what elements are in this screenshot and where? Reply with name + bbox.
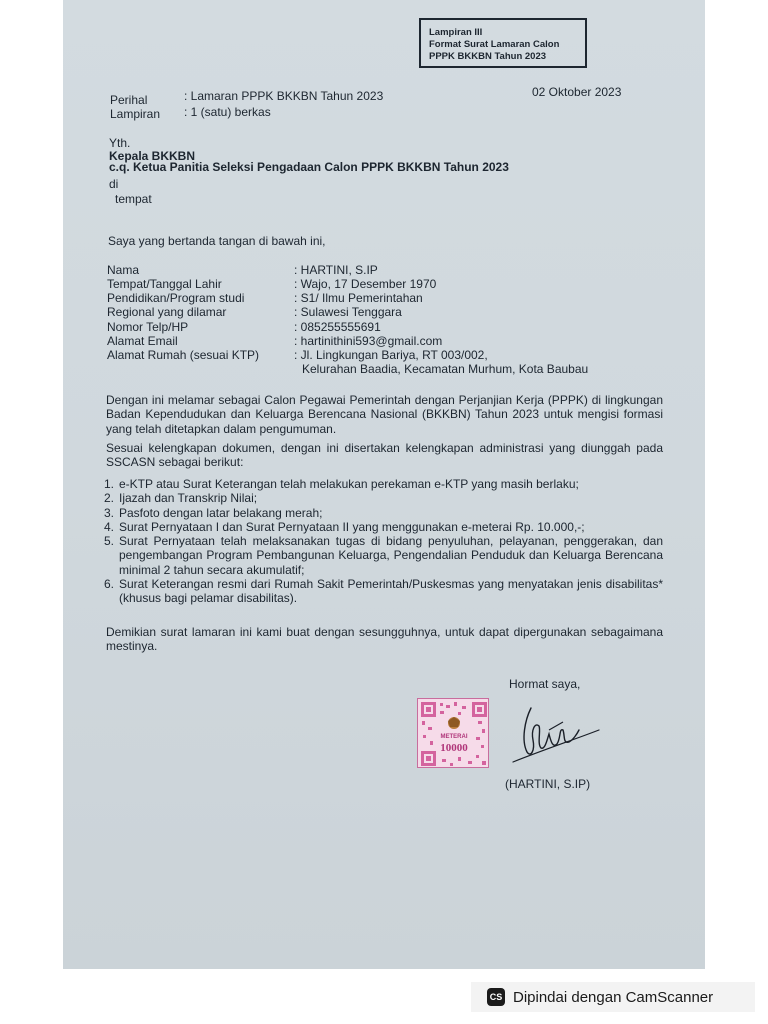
identity-value: : Wajo, 17 Desember 1970 <box>294 277 437 291</box>
recipient-name: Kepala BKKBN <box>109 149 196 163</box>
identity-value: : 085255555691 <box>294 320 381 334</box>
identity-label: Alamat Rumah (sesuai KTP) <box>107 348 260 362</box>
list-item-number: 3. <box>104 505 115 520</box>
identity-label: Tempat/Tanggal Lahir <box>107 277 222 291</box>
list-item-text: Surat Keterangan resmi dari Rumah Sakit Pemerintah/Puskesmas yang menyatakan jenis disabilitas* (khusus bagi pelamar disabilitas). <box>119 577 663 606</box>
list-item-number: 6. <box>104 577 115 592</box>
intro-text: Saya yang bertanda tangan di bawah ini, <box>108 234 326 248</box>
closing-greeting: Hormat saya, <box>509 677 581 691</box>
letter-date: 02 Oktober 2023 <box>532 85 622 99</box>
list-item-text: Surat Pernyataan I dan Surat Pernyataan II yang menggunakan e-meterai Rp. 10.000,-; <box>119 519 585 534</box>
identity-label: Nama <box>107 263 140 277</box>
identity-label: Alamat Email <box>107 334 178 348</box>
list-item <box>104 506 663 520</box>
documents-intro-paragraph: Sesuai kelengkapan dokumen, dengan ini disertakan kelengkapan administrasi yang diunggah pada SSCASN sebagai berikut: <box>106 441 663 470</box>
stamp-label: METERAI <box>440 734 468 740</box>
identity-value: : HARTINI, S.IP <box>294 263 378 277</box>
identity-value: : S1/ Ilmu Pemerintahan <box>294 291 423 305</box>
list-item-number: 1. <box>104 477 115 491</box>
attachment-format-box <box>419 18 587 68</box>
list-item <box>104 491 663 505</box>
handwritten-signature <box>503 700 603 775</box>
camscanner-text: Dipindai dengan CamScanner <box>513 988 714 1006</box>
signatory-name: (HARTINI, S.IP) <box>505 777 591 791</box>
subject-value: : Lamaran PPPK BKKBN Tahun 2023 <box>184 89 384 103</box>
attachment-box-line-3: PPPK BKKBN Tahun 2023 <box>429 51 547 62</box>
attachment-label: Lampiran <box>110 107 161 121</box>
list-item-number: 2. <box>104 491 115 506</box>
identity-label: Regional yang dilamar <box>107 305 227 319</box>
closing-paragraph: Demikian surat lamaran ini kami buat dengan sesungguhnya, untuk dapat dipergunakan sebagaimana mestinya. <box>106 625 663 654</box>
list-item-number: 5. <box>104 534 115 549</box>
attachment-value: : 1 (satu) berkas <box>184 105 271 119</box>
address-line-2: Kelurahan Baadia, Kecamatan Murhum, Kota Baubau <box>302 362 589 376</box>
identity-label: Nomor Telp/HP <box>107 320 189 334</box>
attachment-box-line-2: Format Surat Lamaran Calon <box>429 39 560 50</box>
recipient-place: tempat <box>115 192 152 206</box>
recipient-di: di <box>109 177 119 191</box>
camscanner-logo-icon: CS <box>487 988 505 1006</box>
camscanner-watermark <box>471 982 755 1012</box>
stamp-value: 10000 <box>440 742 468 754</box>
list-item-text: e-KTP atau Surat Keterangan telah melakukan perekaman e-KTP yang masih berlaku; <box>119 477 579 491</box>
documents-list <box>104 477 663 606</box>
list-item-text: Pasfoto dengan latar belakang merah; <box>119 505 323 520</box>
recipient-cq: c.q. Ketua Panitia Seleksi Pengadaan Calon PPPK BKKBN Tahun 2023 <box>109 160 509 174</box>
list-item <box>104 577 663 606</box>
application-paragraph: Dengan ini melamar sebagai Calon Pegawai Pemerintah dengan Perjanjian Kerja (PPPK) di lingkungan Badan Kependudukan dan Keluarga Berencana Nasional (BKKBN) Tahun 2023 untuk mengisi formasi yang telah ditetapkan dalam pengumuman. <box>106 393 663 436</box>
identity-label: Pendidikan/Program studi <box>107 291 245 305</box>
list-item-text: Surat Pernyataan telah melaksanakan tugas di bidang penyuluhan, pelayanan, penggerakan, dan pengembangan Program Pembangunan Keluarga, Pengendalian Penduduk dan Keluarga Berencana minimal 2 tahun secara akumulatif; <box>119 534 663 577</box>
letter-page <box>63 0 705 969</box>
list-item <box>104 534 663 577</box>
stamp-pattern-icon <box>418 699 489 768</box>
identity-value: : Sulawesi Tenggara <box>294 305 402 319</box>
recipient-salutation: Yth. <box>109 136 131 150</box>
list-item <box>104 477 663 491</box>
list-item-text: Ijazah dan Transkrip Nilai; <box>119 491 258 506</box>
e-meterai-stamp <box>417 698 489 768</box>
identity-value: : hartinithini593@gmail.com <box>294 334 443 348</box>
identity-value: : Jl. Lingkungan Bariya, RT 003/002, <box>294 348 488 362</box>
list-item-number: 4. <box>104 519 115 534</box>
list-item <box>104 520 663 534</box>
subject-label: Perihal <box>110 93 148 107</box>
attachment-box-line-1: Lampiran III <box>429 27 483 38</box>
